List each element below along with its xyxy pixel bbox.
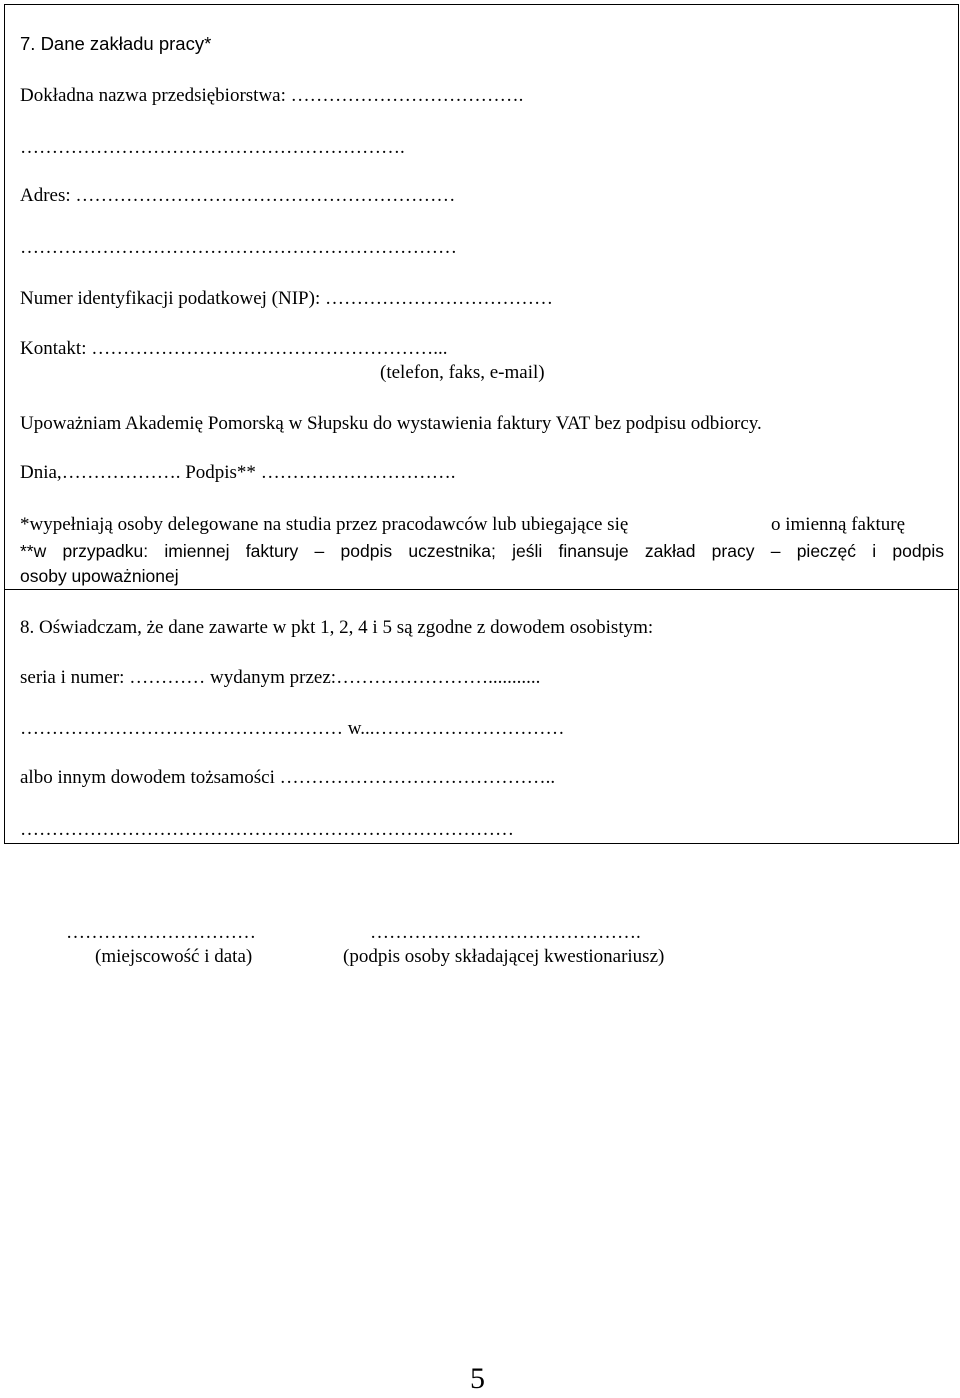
contact-label: Kontakt: — [20, 338, 87, 359]
address-field-continued[interactable]: …………………………………………………………… — [20, 237, 457, 258]
company-name-row — [20, 84, 523, 108]
footnote-delegated: *wypełniają osoby delegowane na studia przez pracodawców lub ubiegające się — [20, 514, 629, 535]
company-name-field-continued[interactable]: ……………………………………………………. — [20, 137, 405, 158]
footnote-personal-invoice: o imienną fakturę — [771, 514, 906, 535]
other-document-field-continued[interactable]: …………………………………………………………………… — [20, 819, 514, 840]
address-row — [20, 184, 455, 208]
other-document-row — [20, 766, 555, 790]
address-label: Adres: — [20, 185, 71, 206]
id-series-label: seria i numer: — [20, 667, 125, 688]
place-date-label: (miejscowość i data) — [95, 946, 253, 967]
nip-label: Numer identyfikacji podatkowej (NIP): — [20, 288, 321, 309]
id-series-field[interactable]: ………… — [124, 667, 210, 688]
company-name-field[interactable]: ………………………………. — [285, 85, 524, 106]
signature-label: Podpis** — [180, 462, 256, 483]
footnote-authorized-person: osoby upoważnionej — [20, 566, 179, 586]
date-field[interactable]: ………………. — [61, 462, 181, 483]
issued-by-field-continued[interactable]: …………………………………………… w...………………………… — [20, 718, 565, 739]
applicant-signature-field[interactable]: ……………………………………. — [370, 922, 641, 943]
nip-field[interactable]: ……………………………… — [320, 288, 553, 309]
place-date-field[interactable]: ………………………… — [66, 922, 256, 943]
vat-authorization-text: Upoważniam Akademię Pomorską w Słupsku do wystawienia faktury VAT bez podpisu odbiorcy. — [20, 413, 762, 434]
date-signature-row — [20, 461, 455, 485]
contact-hint: (telefon, faks, e-mail) — [380, 362, 545, 383]
other-document-label: albo innym dowodem tożsamości — [20, 767, 275, 788]
other-document-field[interactable]: …………………………………….. — [274, 767, 556, 788]
contact-field[interactable]: ………………………………………………... — [86, 338, 448, 359]
applicant-signature-label: (podpis osoby składającej kwestionariusz) — [343, 946, 665, 967]
company-name-label: Dokładna nazwa przedsiębiorstwa: — [20, 85, 286, 106]
section-8-heading: 8. Oświadczam, że dane zawarte w pkt 1, 2, 4 i 5 są zgodne z dowodem osobistym: — [20, 617, 654, 638]
address-field[interactable]: …………………………………………………… — [70, 185, 456, 206]
issued-by-field[interactable]: ……………………........... — [336, 667, 541, 688]
signature-field[interactable]: …………………………. — [255, 462, 456, 483]
id-series-row — [20, 666, 540, 690]
date-label: Dnia, — [20, 462, 62, 483]
page-number: 5 — [470, 1362, 485, 1395]
nip-row — [20, 287, 553, 311]
issued-by-label: wydanym przez: — [209, 667, 337, 688]
contact-row — [20, 337, 448, 361]
footnote-signature-rules: **w przypadku: imiennej faktury – podpis uczestnika; jeśli finansuje zakład pracy – pieczęć i podpis — [20, 541, 944, 561]
section-7-heading: 7. Dane zakładu pracy* — [20, 33, 212, 54]
